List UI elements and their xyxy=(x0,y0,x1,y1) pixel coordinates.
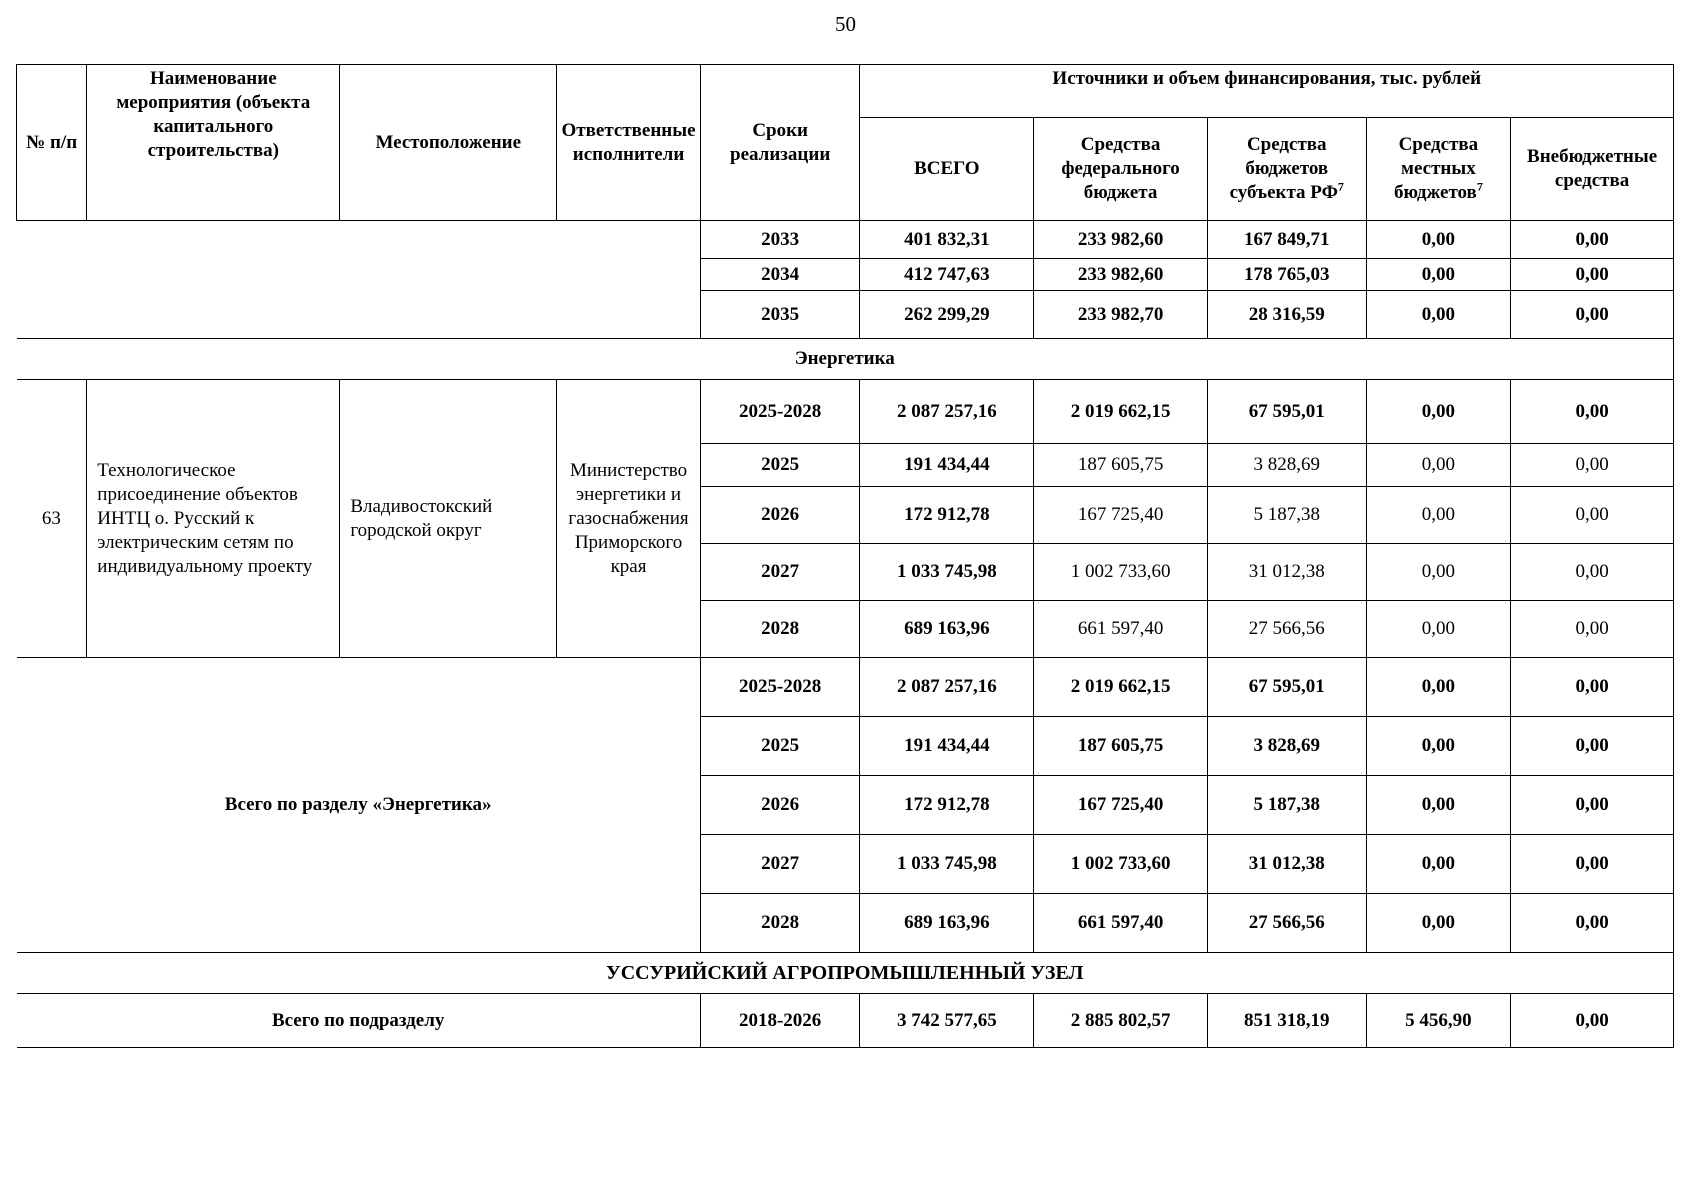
header-subject-label: Средства бюджетов субъекта РФ xyxy=(1229,134,1338,203)
cell-federal: 1 002 733,60 xyxy=(1034,835,1208,894)
header-extra: Внебюджетные средства xyxy=(1511,118,1674,221)
table-row xyxy=(17,658,1674,717)
cell-extra: 0,00 xyxy=(1511,717,1674,776)
cell-federal: 233 982,60 xyxy=(1034,259,1208,291)
cell-year: 2034 xyxy=(700,259,860,291)
header-responsible: Ответственные исполнители xyxy=(557,65,701,221)
cell-subject: 5 187,38 xyxy=(1207,487,1366,544)
cell-subject: 3 828,69 xyxy=(1207,444,1366,487)
cell-federal: 661 597,40 xyxy=(1034,894,1208,953)
cell-federal: 167 725,40 xyxy=(1034,776,1208,835)
cell-extra: 0,00 xyxy=(1511,894,1674,953)
cell-total: 191 434,44 xyxy=(860,717,1034,776)
cell-total: 1 033 745,98 xyxy=(860,835,1034,894)
cell-federal: 661 597,40 xyxy=(1034,601,1208,658)
table-row xyxy=(17,380,1674,444)
header-total: ВСЕГО xyxy=(860,118,1034,221)
cell-subject: 67 595,01 xyxy=(1207,380,1366,444)
cell-extra: 0,00 xyxy=(1511,221,1674,259)
header-location: Местоположение xyxy=(340,65,557,221)
cell-subject: 27 566,56 xyxy=(1207,894,1366,953)
cell-extra: 0,00 xyxy=(1511,776,1674,835)
cell-federal: 2 019 662,15 xyxy=(1034,658,1208,717)
cell-extra: 0,00 xyxy=(1511,994,1674,1048)
cell-federal: 233 982,60 xyxy=(1034,221,1208,259)
cell-local: 0,00 xyxy=(1366,444,1511,487)
cell-year: 2027 xyxy=(700,544,860,601)
table-row xyxy=(17,994,1674,1048)
cell-total: 2 087 257,16 xyxy=(860,658,1034,717)
cell-local: 0,00 xyxy=(1366,259,1511,291)
cell-local: 0,00 xyxy=(1366,487,1511,544)
cell-federal: 2 019 662,15 xyxy=(1034,380,1208,444)
header-local xyxy=(1366,118,1511,221)
cell-federal: 187 605,75 xyxy=(1034,444,1208,487)
cell-subject: 5 187,38 xyxy=(1207,776,1366,835)
cell-year: 2025 xyxy=(700,717,860,776)
cell-extra: 0,00 xyxy=(1511,544,1674,601)
cell-extra: 0,00 xyxy=(1511,601,1674,658)
cell-extra: 0,00 xyxy=(1511,444,1674,487)
financing-table xyxy=(16,64,1674,1048)
cell-local: 5 456,90 xyxy=(1366,994,1511,1048)
cell-local: 0,00 xyxy=(1366,380,1511,444)
cell-subject: 27 566,56 xyxy=(1207,601,1366,658)
section-row xyxy=(17,953,1674,994)
cell-local: 0,00 xyxy=(1366,221,1511,259)
cell-total: 689 163,96 xyxy=(860,894,1034,953)
header-name: Наименование мероприятия (объекта капитального строительства) xyxy=(87,65,340,221)
cell-total: 2 087 257,16 xyxy=(860,380,1034,444)
header-sources: Источники и объем финансирования, тыс. рублей xyxy=(860,65,1674,118)
cell-local: 0,00 xyxy=(1366,717,1511,776)
cell-total: 401 832,31 xyxy=(860,221,1034,259)
cell-federal: 233 982,70 xyxy=(1034,291,1208,339)
cell-federal: 2 885 802,57 xyxy=(1034,994,1208,1048)
cell-extra: 0,00 xyxy=(1511,658,1674,717)
cell-local: 0,00 xyxy=(1366,776,1511,835)
cell-year: 2018-2026 xyxy=(700,994,860,1048)
cell-federal: 1 002 733,60 xyxy=(1034,544,1208,601)
cell-local: 0,00 xyxy=(1366,601,1511,658)
cell-year: 2025 xyxy=(700,444,860,487)
cell-subject: 28 316,59 xyxy=(1207,291,1366,339)
item-number: 63 xyxy=(17,380,87,658)
cell-year: 2027 xyxy=(700,835,860,894)
cell-year: 2028 xyxy=(700,601,860,658)
cell-total: 172 912,78 xyxy=(860,487,1034,544)
cell-extra: 0,00 xyxy=(1511,259,1674,291)
header-row-1 xyxy=(17,65,1674,118)
cell-total: 412 747,63 xyxy=(860,259,1034,291)
header-num: № п/п xyxy=(17,65,87,221)
cell-local: 0,00 xyxy=(1366,894,1511,953)
header-subject-footnote: 7 xyxy=(1337,179,1344,194)
cell-year: 2033 xyxy=(700,221,860,259)
cell-total: 689 163,96 xyxy=(860,601,1034,658)
section-title-energy: Энергетика xyxy=(17,339,1674,380)
section-row xyxy=(17,339,1674,380)
cell-extra: 0,00 xyxy=(1511,380,1674,444)
cell-local: 0,00 xyxy=(1366,291,1511,339)
item-responsible: Министерство энергетики и газоснабжения Приморского края xyxy=(557,380,701,658)
header-local-label: Средства местных бюджетов xyxy=(1393,134,1479,203)
energy-total-label: Всего по разделу «Энергетика» xyxy=(17,658,701,953)
cell-federal: 167 725,40 xyxy=(1034,487,1208,544)
cell-year: 2026 xyxy=(700,487,860,544)
header-terms: Сроки реализации xyxy=(700,65,860,221)
cell-total: 262 299,29 xyxy=(860,291,1034,339)
cell-subject: 67 595,01 xyxy=(1207,658,1366,717)
cell-subject: 31 012,38 xyxy=(1207,544,1366,601)
cell-local: 0,00 xyxy=(1366,544,1511,601)
blank-cell xyxy=(17,221,701,339)
header-federal: Средства федерального бюджета xyxy=(1034,118,1208,221)
cell-year: 2025-2028 xyxy=(700,658,860,717)
cell-local: 0,00 xyxy=(1366,658,1511,717)
cell-subject: 3 828,69 xyxy=(1207,717,1366,776)
cell-year: 2028 xyxy=(700,894,860,953)
section-title-ussuri: УССУРИЙСКИЙ АГРОПРОМЫШЛЕННЫЙ УЗЕЛ xyxy=(17,953,1674,994)
cell-subject: 167 849,71 xyxy=(1207,221,1366,259)
cell-total: 1 033 745,98 xyxy=(860,544,1034,601)
cell-subject: 31 012,38 xyxy=(1207,835,1366,894)
subsection-total-label: Всего по подразделу xyxy=(17,994,701,1048)
cell-extra: 0,00 xyxy=(1511,835,1674,894)
header-subject xyxy=(1207,118,1366,221)
item-name: Технологическое присоединение объектов ИНТЦ о. Русский к электрическим сетям по индивидуальному проекту xyxy=(87,380,340,658)
header-local-footnote: 7 xyxy=(1476,179,1483,194)
cell-extra: 0,00 xyxy=(1511,487,1674,544)
cell-federal: 187 605,75 xyxy=(1034,717,1208,776)
table-row xyxy=(17,221,1674,259)
cell-extra: 0,00 xyxy=(1511,291,1674,339)
cell-total: 191 434,44 xyxy=(860,444,1034,487)
item-location: Владивостокский городской округ xyxy=(340,380,557,658)
cell-subject: 178 765,03 xyxy=(1207,259,1366,291)
cell-year: 2025-2028 xyxy=(700,380,860,444)
page-number: 50 xyxy=(835,12,856,36)
cell-year: 2026 xyxy=(700,776,860,835)
cell-total: 172 912,78 xyxy=(860,776,1034,835)
cell-total: 3 742 577,65 xyxy=(860,994,1034,1048)
cell-year: 2035 xyxy=(700,291,860,339)
cell-local: 0,00 xyxy=(1366,835,1511,894)
cell-subject: 851 318,19 xyxy=(1207,994,1366,1048)
